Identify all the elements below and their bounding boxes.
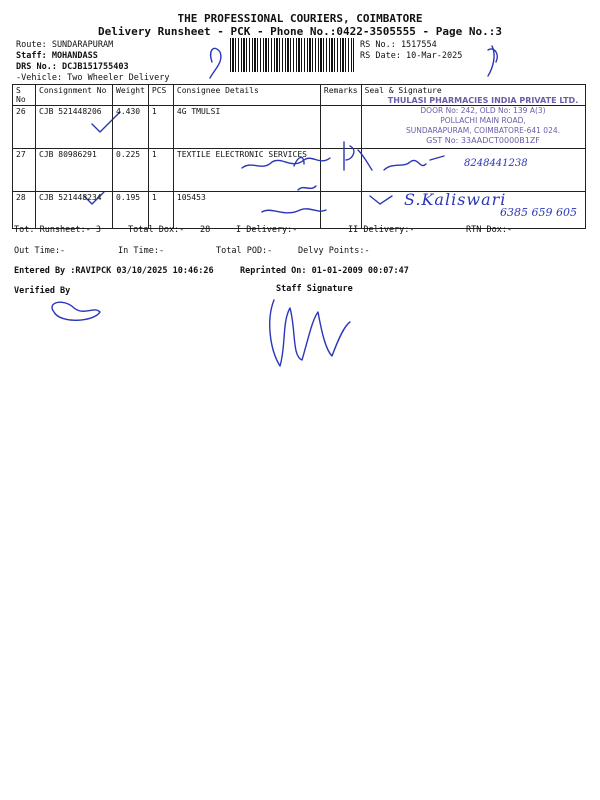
rs-number: RS No.: 1517554 xyxy=(360,40,437,50)
signature-mark xyxy=(344,142,372,170)
col-weight: Weight xyxy=(113,85,149,106)
cell-pcs: 1 xyxy=(148,106,173,149)
total-dox-label: Total Dox:- xyxy=(128,225,185,235)
verifier-signature xyxy=(52,302,100,320)
cell-sno: 26 xyxy=(13,106,36,149)
handwritten-phone-2: 6385 659 605 xyxy=(500,206,577,219)
runsheet-subtitle: Delivery Runsheet - PCK - Phone No.:0422-3505555 - Page No.:3 xyxy=(98,25,502,38)
stamp-line: GST No: 33AADCT0000B1ZF xyxy=(426,136,540,145)
verified-by: Verified By xyxy=(14,286,71,296)
rs-date: RS Date: 10-Mar-2025 xyxy=(360,51,463,61)
i-delivery: I Delivery:- xyxy=(236,225,298,235)
company-title: THE PROFESSIONAL COURIERS, COIMBATORE xyxy=(177,12,423,25)
total-dox-value: 28 xyxy=(200,225,211,235)
cell-sno: 27 xyxy=(13,149,36,192)
cell-details: TEXTILE ELECTRONIC SERVICES xyxy=(173,149,320,192)
staff-label: Staff: MOHANDASS xyxy=(16,51,98,61)
cell-weight: 0.225 xyxy=(113,149,149,192)
handwritten-name: S.Kaliswari xyxy=(404,190,507,209)
cell-consignment: CJB 80986291 xyxy=(36,149,113,192)
stamp-line: SUNDARAPURAM, COIMBATORE-641 024. xyxy=(405,126,561,135)
cell-consignment: CJB 521448206 xyxy=(36,106,113,149)
signature-mark xyxy=(262,186,326,213)
cell-consignment: CJB 521448234 xyxy=(36,192,113,229)
cell-pcs: 1 xyxy=(148,192,173,229)
vehicle-label: -Vehicle: Two Wheeler Delivery xyxy=(16,73,170,83)
handwritten-phone: 8248441238 xyxy=(464,158,528,169)
col-seal: Seal & Signature xyxy=(361,85,585,106)
signature-mark xyxy=(384,156,444,170)
tot-runsheet: Tot. Runsheet:- 3 xyxy=(14,225,101,235)
cell-details: 105453 xyxy=(173,192,320,229)
cell-weight: 4.430 xyxy=(113,106,149,149)
entered-by: Entered By :RAVIPCK 03/10/2025 10:46:26 xyxy=(14,266,214,276)
cell-details: 4G TMULSI xyxy=(173,106,320,149)
in-time: In Time:- xyxy=(118,246,165,256)
route-label: Route: SUNDARAPURAM xyxy=(16,40,114,50)
staff-signature-label: Staff Signature xyxy=(276,284,353,294)
col-consignee: Consignee Details xyxy=(173,85,320,106)
total-pod: Total POD:- xyxy=(216,246,273,256)
drs-number: DRS No.: DCJB151755403 xyxy=(16,62,129,72)
cell-sno: 28 xyxy=(13,192,36,229)
col-remarks: Remarks xyxy=(320,85,361,106)
stamp-line: DOOR No: 242, OLD No: 139 A(3) xyxy=(420,106,546,115)
out-time: Out Time:- xyxy=(14,246,66,256)
col-consignment: Consignment No xyxy=(36,85,113,106)
ii-delivery: II Delivery:- xyxy=(348,225,415,235)
col-pcs: PCS xyxy=(148,85,173,106)
cell-weight: 0.195 xyxy=(113,192,149,229)
stamp-line: THULASI PHARMACIES INDIA PRIVATE LTD. xyxy=(387,96,579,105)
signature-mark xyxy=(242,158,330,168)
staff-signature xyxy=(270,300,350,366)
rtn-dox: RTN Dox:- xyxy=(466,225,513,235)
signature-mark xyxy=(370,196,392,204)
col-sno: S No xyxy=(13,85,36,106)
reprinted-on: Reprinted On: 01-01-2009 00:07:47 xyxy=(240,266,409,276)
cell-pcs: 1 xyxy=(148,149,173,192)
stamp-line: POLLACHI MAIN ROAD, xyxy=(440,116,526,125)
delvy-points: Delvy Points:- xyxy=(298,246,370,256)
